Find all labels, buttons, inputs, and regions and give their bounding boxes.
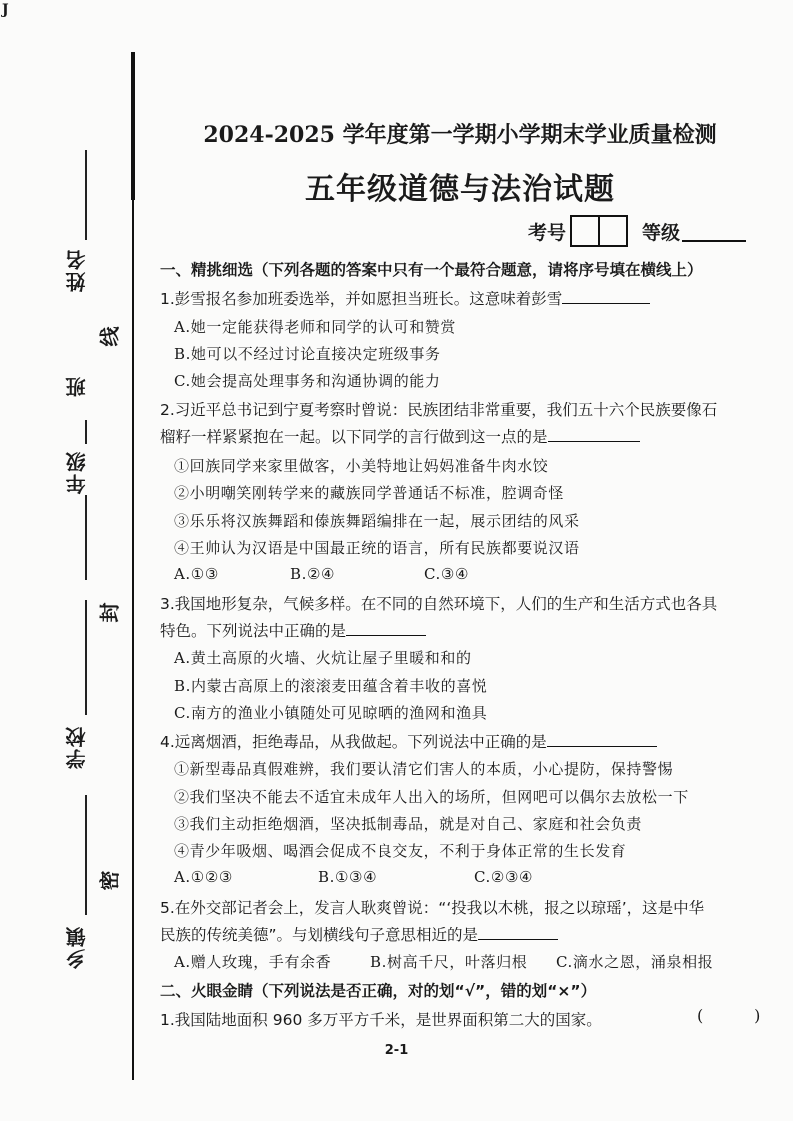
q1-option-a: A.她一定能获得老师和同学的认可和赞赏 [174, 318, 457, 336]
q2-option-b: B.②④ [290, 565, 336, 583]
q2-statement-4: ④王帅认为汉语是中国最正统的语言，所有民族都要说汉语 [174, 539, 580, 557]
grade-level-blank[interactable] [682, 220, 746, 242]
q4-stem: 4.远离烟酒，拒绝毒品，从我做起。下列说法中正确的是 [160, 730, 657, 752]
q5-stem-cont: 民族的传统美德”。与划横线句子意思相近的是 [160, 923, 558, 945]
q4-statement-1: ①新型毒品真假难辨，我们要认清它们害人的本质，小心提防，保持警惕 [174, 760, 674, 778]
school-field-blank [85, 600, 87, 715]
grade-field-blank [85, 420, 87, 444]
school-field-label: 学校 [65, 725, 89, 769]
q2-option-c: C.③④ [424, 565, 470, 583]
q5-stem: 5.在外交部记者会上，发言人耿爽曾说：“‘投我以木桃，报之以琼瑶’，这是中华 [160, 899, 705, 917]
exam-subject-title: 五年级道德与法治试题 [305, 172, 615, 207]
q1-answer-blank[interactable] [562, 287, 650, 304]
exam-number-row [528, 215, 746, 247]
exam-number-box-1[interactable] [570, 215, 600, 247]
binding-line [132, 200, 134, 1080]
section1-heading: 一、精挑细选（下列各题的答案中只有一个最符合题意，请将序号填在横线上） [160, 261, 703, 279]
q2-answer-blank[interactable] [548, 425, 640, 442]
grade-level-label: 等级 [642, 221, 681, 244]
q5-option-b: B.树高千尺，叶落归根 [370, 953, 528, 971]
grade-field-label: 年级 [65, 450, 89, 494]
q3-option-a: A.黄土高原的火墙、火炕让屋子里暖和和的 [174, 649, 472, 667]
q3-answer-blank[interactable] [346, 619, 426, 636]
q4-option-b: B.①③④ [318, 868, 378, 886]
q5-option-c: C.滴水之恩，涌泉相报 [556, 953, 714, 971]
name-field-blank [85, 150, 87, 240]
binding-line-top [131, 52, 135, 200]
class-field-label: 班 [65, 375, 89, 397]
q3-option-b: B.内蒙古高原上的滚滚麦田蕴含着丰收的喜悦 [174, 677, 488, 695]
q4-option-a: A.①②③ [174, 868, 233, 886]
q3-option-c: C.南方的渔业小镇随处可见晾晒的渔网和渔具 [174, 704, 488, 722]
q2-statement-3: ③乐乐将汉族舞蹈和傣族舞蹈编排在一起，展示团结的风采 [174, 512, 580, 530]
q3-stem-cont: 特色。下列说法中正确的是 [160, 619, 426, 641]
seal-mark-secret: 密 [97, 870, 122, 891]
exam-number-label: 考号 [528, 221, 567, 244]
township-field-label: 乡镇 [65, 925, 89, 969]
s2-q1-answer-bracket[interactable]: ( ) [697, 1006, 761, 1025]
q2-statement-2: ②小明嘲笑刚转学来的藏族同学普通话不标准，腔调奇怪 [174, 484, 565, 502]
q1-stem: 1.彭雪报名参加班委选举，并如愿担当班长。这意味着彭雪 [160, 287, 650, 309]
q3-stem: 3.我国地形复杂，气候多样。在不同的自然环境下，人们的生产和生活方式也各具 [160, 595, 718, 613]
q4-statement-3: ③我们主动拒绝烟酒，坚决抵制毒品，就是对自己、家庭和社会负责 [174, 815, 643, 833]
exam-number-box-2[interactable] [600, 215, 628, 247]
q1-option-b: B.她可以不经过讨论直接决定班级事务 [174, 345, 441, 363]
name-field-label: 姓名 [65, 248, 89, 292]
seal-mark-line: 线 [97, 326, 122, 347]
q4-answer-blank[interactable] [547, 730, 657, 747]
q4-option-c: C.②③④ [474, 868, 534, 886]
q2-statement-1: ①回族同学来家里做客，小美特地让妈妈准备牛肉水饺 [174, 457, 549, 475]
q1-option-c: C.她会提高处理事务和沟通协调的能力 [174, 372, 441, 390]
q4-statement-4: ④青少年吸烟、喝酒会促成不良交友，不利于身体正常的生长发育 [174, 842, 627, 860]
section2-heading: 二、火眼金睛（下列说法是否正确，对的划“√”，错的划“×”） [160, 982, 597, 1000]
q5-answer-blank[interactable] [478, 923, 558, 940]
q2-option-a: A.①③ [174, 565, 219, 583]
class-field-blank [85, 495, 87, 580]
seal-mark-seal: 封 [97, 602, 122, 623]
corner-mark: J [2, 2, 9, 18]
q4-statement-2: ②我们坚决不能去不适宜未成年人出入的场所，但网吧可以偶尔去放松一下 [174, 788, 689, 806]
q2-stem-cont: 榴籽一样紧紧抱在一起。以下同学的言行做到这一点的是 [160, 425, 640, 447]
q5-option-a: A.赠人玫瑰，手有余香 [174, 953, 332, 971]
township-field-blank [85, 795, 87, 915]
s2-q1-stem: 1.我国陆地面积 960 多万平方千米，是世界面积第二大的国家。 [160, 1011, 602, 1029]
q2-stem: 2.习近平总书记到宁夏考察时曾说：民族团结非常重要，我们五十六个民族要像石 [160, 401, 718, 419]
page-number: 2-1 [384, 1043, 409, 1058]
exam-title: 2024-2025 学年度第一学期小学期末学业质量检测 [203, 122, 717, 148]
